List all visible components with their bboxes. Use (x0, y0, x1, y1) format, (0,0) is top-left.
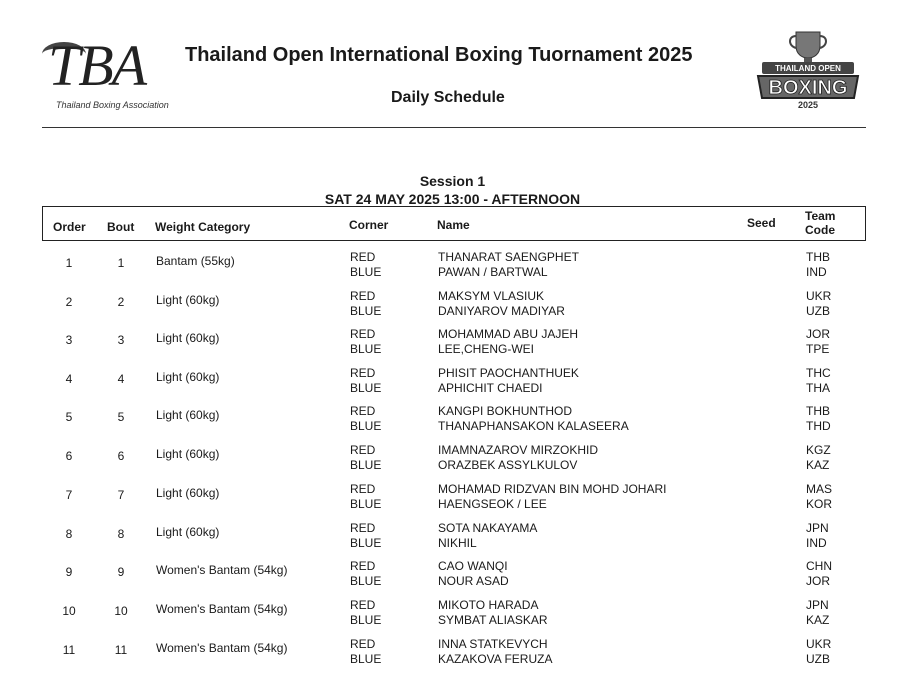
red-boxer-name: PHISIT PAOCHANTHUEK (438, 366, 579, 380)
weight-cell: Light (60kg) (156, 293, 220, 307)
blue-boxer-name: APHICHIT CHAEDI (438, 381, 543, 395)
bout-cell: 1 (117, 256, 125, 270)
red-team-code: JOR (806, 327, 830, 341)
bout-cell: 6 (117, 449, 125, 463)
session-datetime: SAT 24 MAY 2025 13:00 - AFTERNOON (324, 191, 581, 207)
blue-corner: BLUE (350, 652, 382, 666)
blue-boxer-name: ORAZBEK ASSYLKULOV (438, 458, 578, 472)
blue-corner: BLUE (350, 265, 382, 279)
col-bout: Bout (107, 220, 135, 234)
weight-cell: Light (60kg) (156, 525, 220, 539)
red-boxer-name: SOTA NAKAYAMA (438, 521, 538, 535)
red-boxer-name: IMAMNAZAROV MIRZOKHID (438, 443, 599, 457)
order-cell: 6 (65, 449, 73, 463)
bout-cell: 9 (117, 565, 125, 579)
col-weight-category: Weight Category (155, 220, 251, 234)
red-team-code: KGZ (806, 443, 831, 457)
col-order: Order (53, 220, 86, 234)
weight-cell: Women's Bantam (54kg) (156, 563, 288, 577)
red-corner: RED (350, 366, 376, 380)
red-corner: RED (350, 404, 376, 418)
red-boxer-name: CAO WANQI (438, 559, 508, 573)
order-cell: 3 (65, 333, 73, 347)
tba-logo-caption: Thailand Boxing Association (56, 100, 169, 110)
blue-boxer-name: LEE,CHENG-WEI (438, 342, 535, 356)
logo-text-year: 2025 (797, 100, 819, 110)
page-subtitle: Daily Schedule (391, 89, 505, 106)
table-row (0, 289, 905, 325)
red-team-code: THC (806, 366, 831, 380)
red-boxer-name: KANGPI BOKHUNTHOD (438, 404, 573, 418)
red-boxer-name: MAKSYM VLASIUK (438, 289, 545, 303)
blue-team-code: IND (806, 265, 827, 279)
weight-cell: Light (60kg) (156, 331, 220, 345)
red-team-code: CHN (806, 559, 832, 573)
blue-team-code: TPE (806, 342, 830, 356)
order-cell: 10 (62, 604, 76, 618)
session-title: Session 1 (419, 173, 486, 189)
blue-team-code: THD (806, 419, 831, 433)
weight-cell: Light (60kg) (156, 370, 220, 384)
order-cell: 9 (65, 565, 73, 579)
table-header (42, 206, 866, 241)
header-divider (42, 127, 866, 128)
blue-corner: BLUE (350, 613, 382, 627)
tba-logo-text: TBA (48, 33, 146, 98)
bout-cell: 8 (117, 527, 125, 541)
bout-cell: 4 (117, 372, 125, 386)
blue-corner: BLUE (350, 381, 382, 395)
red-boxer-name: MIKOTO HARADA (438, 598, 539, 612)
red-team-code: JPN (806, 598, 829, 612)
weight-cell: Light (60kg) (156, 486, 220, 500)
order-cell: 8 (65, 527, 73, 541)
blue-team-code: IND (806, 536, 827, 550)
red-team-code: JPN (806, 521, 829, 535)
bout-cell: 10 (114, 604, 128, 618)
table-row (0, 327, 905, 363)
bout-cell: 5 (117, 410, 125, 424)
blue-team-code: KOR (806, 497, 833, 511)
red-boxer-name: MOHAMMAD ABU JAJEH (438, 327, 579, 341)
red-corner: RED (350, 521, 376, 535)
blue-boxer-name: KAZAKOVA FERUZA (438, 652, 553, 666)
table-row (0, 366, 905, 402)
weight-cell: Light (60kg) (156, 408, 220, 422)
weight-cell: Women's Bantam (54kg) (156, 602, 288, 616)
blue-team-code: KAZ (806, 613, 830, 627)
red-team-code: UKR (806, 289, 832, 303)
order-cell: 1 (65, 256, 73, 270)
bout-cell: 2 (117, 295, 125, 309)
red-corner: RED (350, 637, 376, 651)
blue-corner: BLUE (350, 304, 382, 318)
red-team-code: THB (806, 404, 830, 418)
col-name: Name (437, 218, 470, 232)
table-row (0, 598, 905, 634)
blue-corner: BLUE (350, 497, 382, 511)
bout-cell: 3 (117, 333, 125, 347)
weight-cell: Light (60kg) (156, 447, 220, 461)
order-cell: 5 (65, 410, 73, 424)
col-team-code-line1: Team (805, 209, 836, 223)
table-row (0, 637, 905, 673)
red-corner: RED (350, 559, 376, 573)
trophy-icon (752, 28, 864, 112)
red-boxer-name: INNA STATKEVYCH (438, 637, 548, 651)
col-seed: Seed (747, 216, 776, 230)
page-title: Thailand Open International Boxing Tuornament 2025 (185, 44, 693, 66)
weight-cell: Women's Bantam (54kg) (156, 641, 288, 655)
red-corner: RED (350, 443, 376, 457)
red-corner: RED (350, 598, 376, 612)
blue-boxer-name: THANAPHANSAKON KALASEERA (438, 419, 629, 433)
table-row (0, 559, 905, 595)
table-row (0, 482, 905, 518)
blue-corner: BLUE (350, 458, 382, 472)
blue-team-code: THA (806, 381, 830, 395)
logo-text-boxing: BOXING (768, 77, 848, 99)
blue-corner: BLUE (350, 574, 382, 588)
table-row (0, 443, 905, 479)
logo-text-open: THAILAND OPEN (775, 64, 841, 73)
blue-corner: BLUE (350, 536, 382, 550)
blue-corner: BLUE (350, 419, 382, 433)
blue-boxer-name: DANIYAROV MADIYAR (438, 304, 565, 318)
red-corner: RED (350, 250, 376, 264)
col-team-code-line2: Code (805, 223, 835, 237)
order-cell: 2 (65, 295, 73, 309)
boxing-event-logo (752, 28, 864, 112)
red-boxer-name: THANARAT SAENGPHET (438, 250, 579, 264)
table-row (0, 404, 905, 440)
order-cell: 11 (62, 643, 76, 657)
blue-team-code: JOR (806, 574, 830, 588)
blue-team-code: UZB (806, 304, 830, 318)
bout-cell: 7 (117, 488, 125, 502)
blue-boxer-name: NIKHIL (438, 536, 477, 550)
blue-corner: BLUE (350, 342, 382, 356)
blue-boxer-name: HAENGSEOK / LEE (438, 497, 547, 511)
bout-cell: 11 (114, 643, 128, 657)
table-row (0, 521, 905, 557)
red-corner: RED (350, 327, 376, 341)
red-team-code: THB (806, 250, 830, 264)
table-row (0, 250, 905, 286)
blue-boxer-name: NOUR ASAD (438, 574, 509, 588)
blue-team-code: UZB (806, 652, 830, 666)
col-corner: Corner (349, 218, 389, 232)
red-boxer-name: MOHAMAD RIDZVAN BIN MOHD JOHARI (438, 482, 667, 496)
tba-logo (36, 33, 169, 116)
blue-boxer-name: PAWAN / BARTWAL (438, 265, 548, 279)
blue-boxer-name: SYMBAT ALIASKAR (438, 613, 548, 627)
blue-team-code: KAZ (806, 458, 830, 472)
session-header (0, 173, 905, 207)
red-team-code: UKR (806, 637, 832, 651)
weight-cell: Bantam (55kg) (156, 254, 235, 268)
order-cell: 7 (65, 488, 73, 502)
red-corner: RED (350, 482, 376, 496)
red-corner: RED (350, 289, 376, 303)
red-team-code: MAS (806, 482, 833, 496)
order-cell: 4 (65, 372, 73, 386)
